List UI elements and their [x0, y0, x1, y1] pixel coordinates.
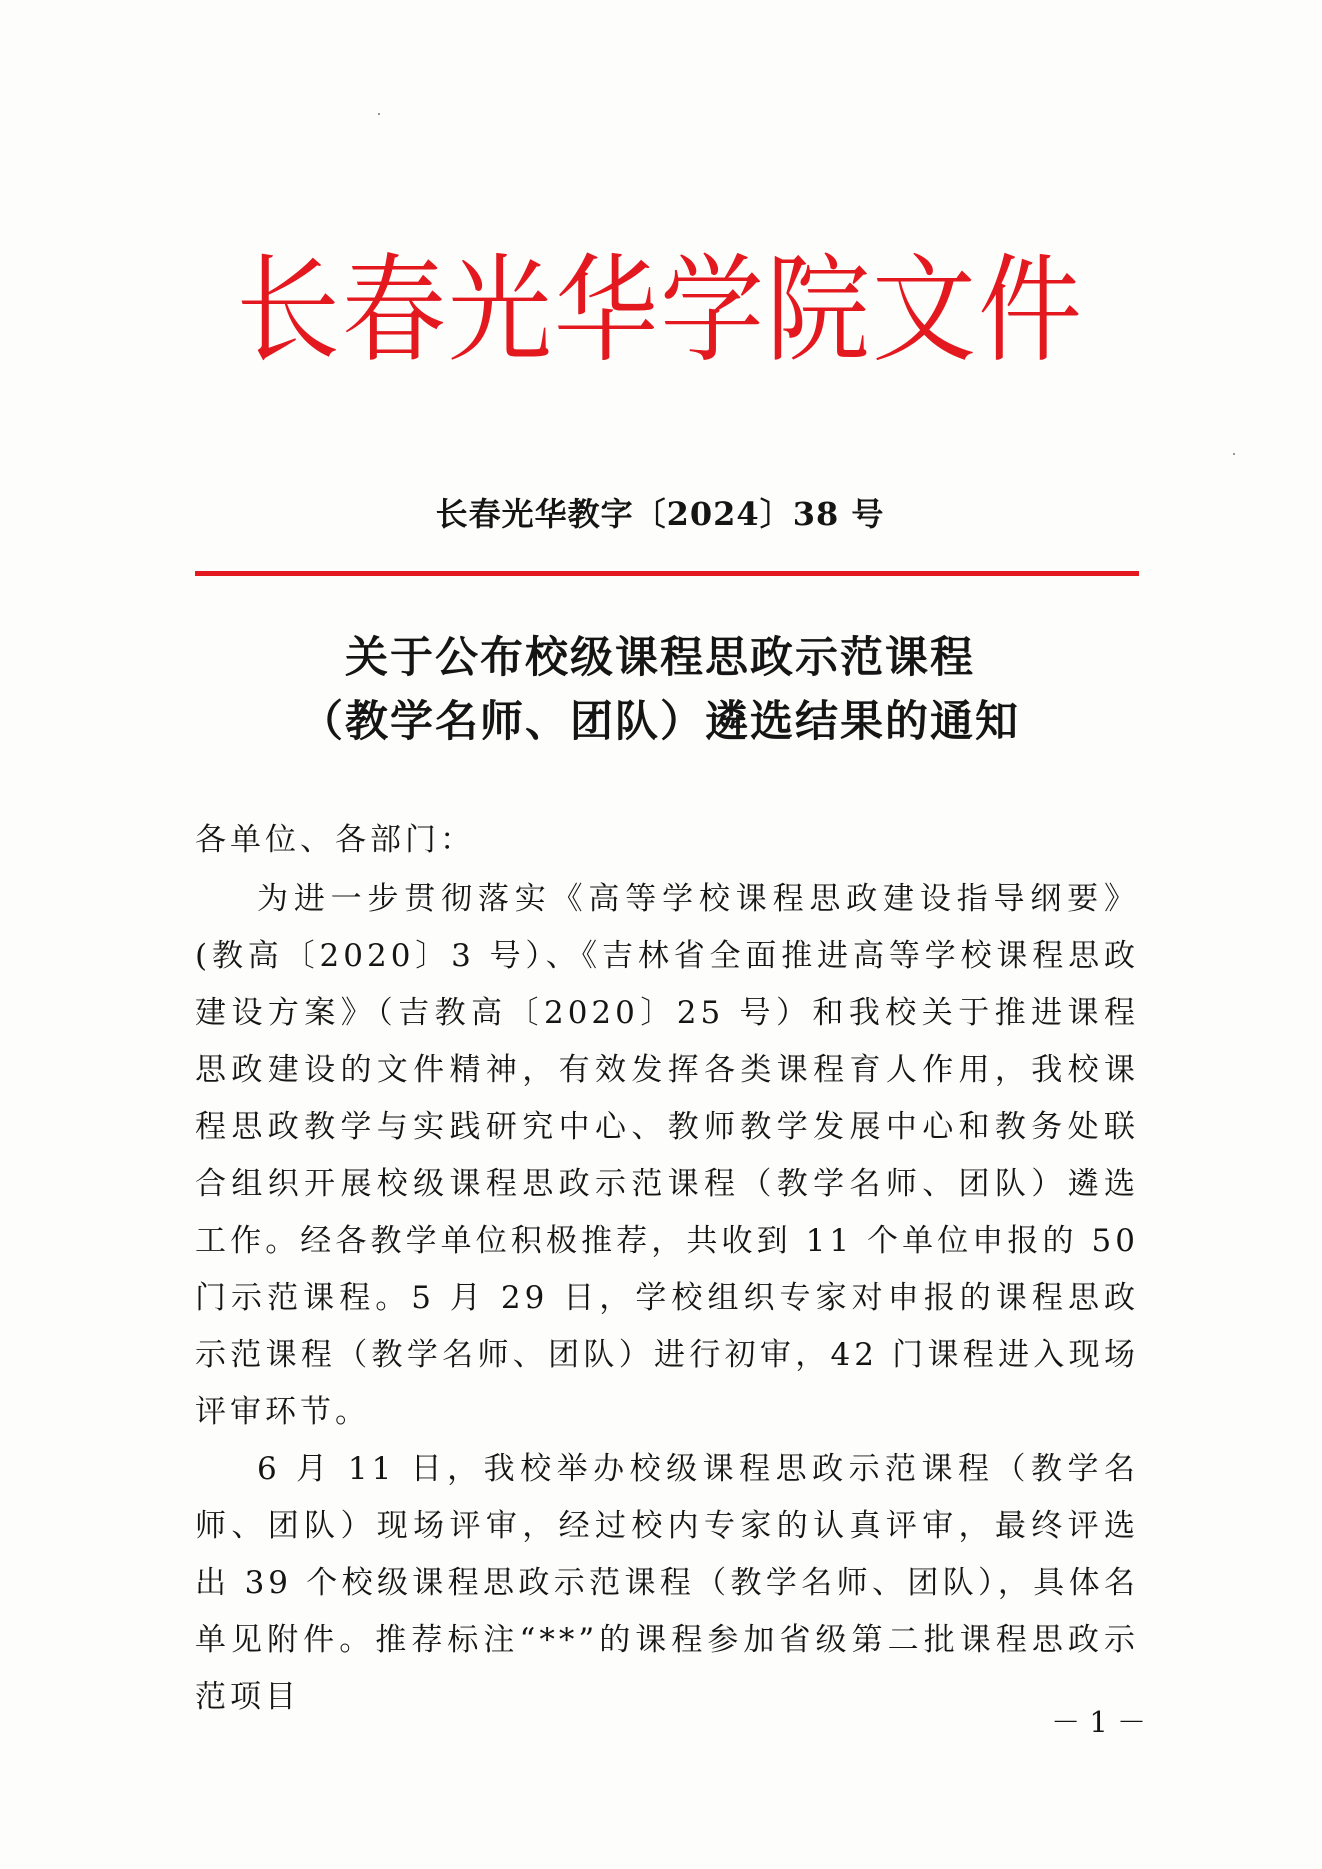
body-paragraph-2: 6 月 11 日，我校举办校级课程思政示范课程（教学名师、团队）现场评审，经过校内专家的认真评审，最终评选出 39 个校级课程思政示范课程（教学名师、团队），具体名单见附件。推荐标注“**”的课程参加省级第二批课程思政示范项目: [195, 1451, 1139, 1715]
scan-speck: [1233, 453, 1235, 455]
notice-body: [195, 812, 1139, 1726]
title-line-1: 关于公布校级课程思政示范课程: [345, 633, 975, 683]
salutation: 各单位、各部门：: [195, 822, 475, 858]
scan-speck: [378, 113, 380, 115]
page-number: － 1 －: [1051, 1705, 1146, 1739]
red-masthead: 长春光华学院文件: [235, 241, 1084, 379]
red-separator-line: [195, 571, 1139, 576]
body-paragraph-1: 为进一步贯彻落实《高等学校课程思政建设指导纲要》(教高〔2020〕3 号）、《吉林省全面推进高等学校课程思政建设方案》（吉教高〔2020〕25 号）和我校关于推进课程思政建设的文件精神，有效发挥各类课程育人作用，我校课程思政教学与实践研究中心、教师教学发展中心和教务处联合组织开展校级课程思政示范课程（教学名师、团队）遴选工作。经各教学单位积极推荐，共收到 11 个单位申报的 50 门示范课程。5 月 29 日，学校组织专家对申报的课程思政示范课程（教学名师、团队）进行初审，42 门课程进入现场评审环节。: [195, 881, 1139, 1430]
notice-title: [190, 626, 1130, 754]
title-line-2: （教学名师、团队）遴选结果的通知: [300, 697, 1020, 747]
document-number: 长春光华教字〔2024〕38 号: [435, 495, 885, 533]
